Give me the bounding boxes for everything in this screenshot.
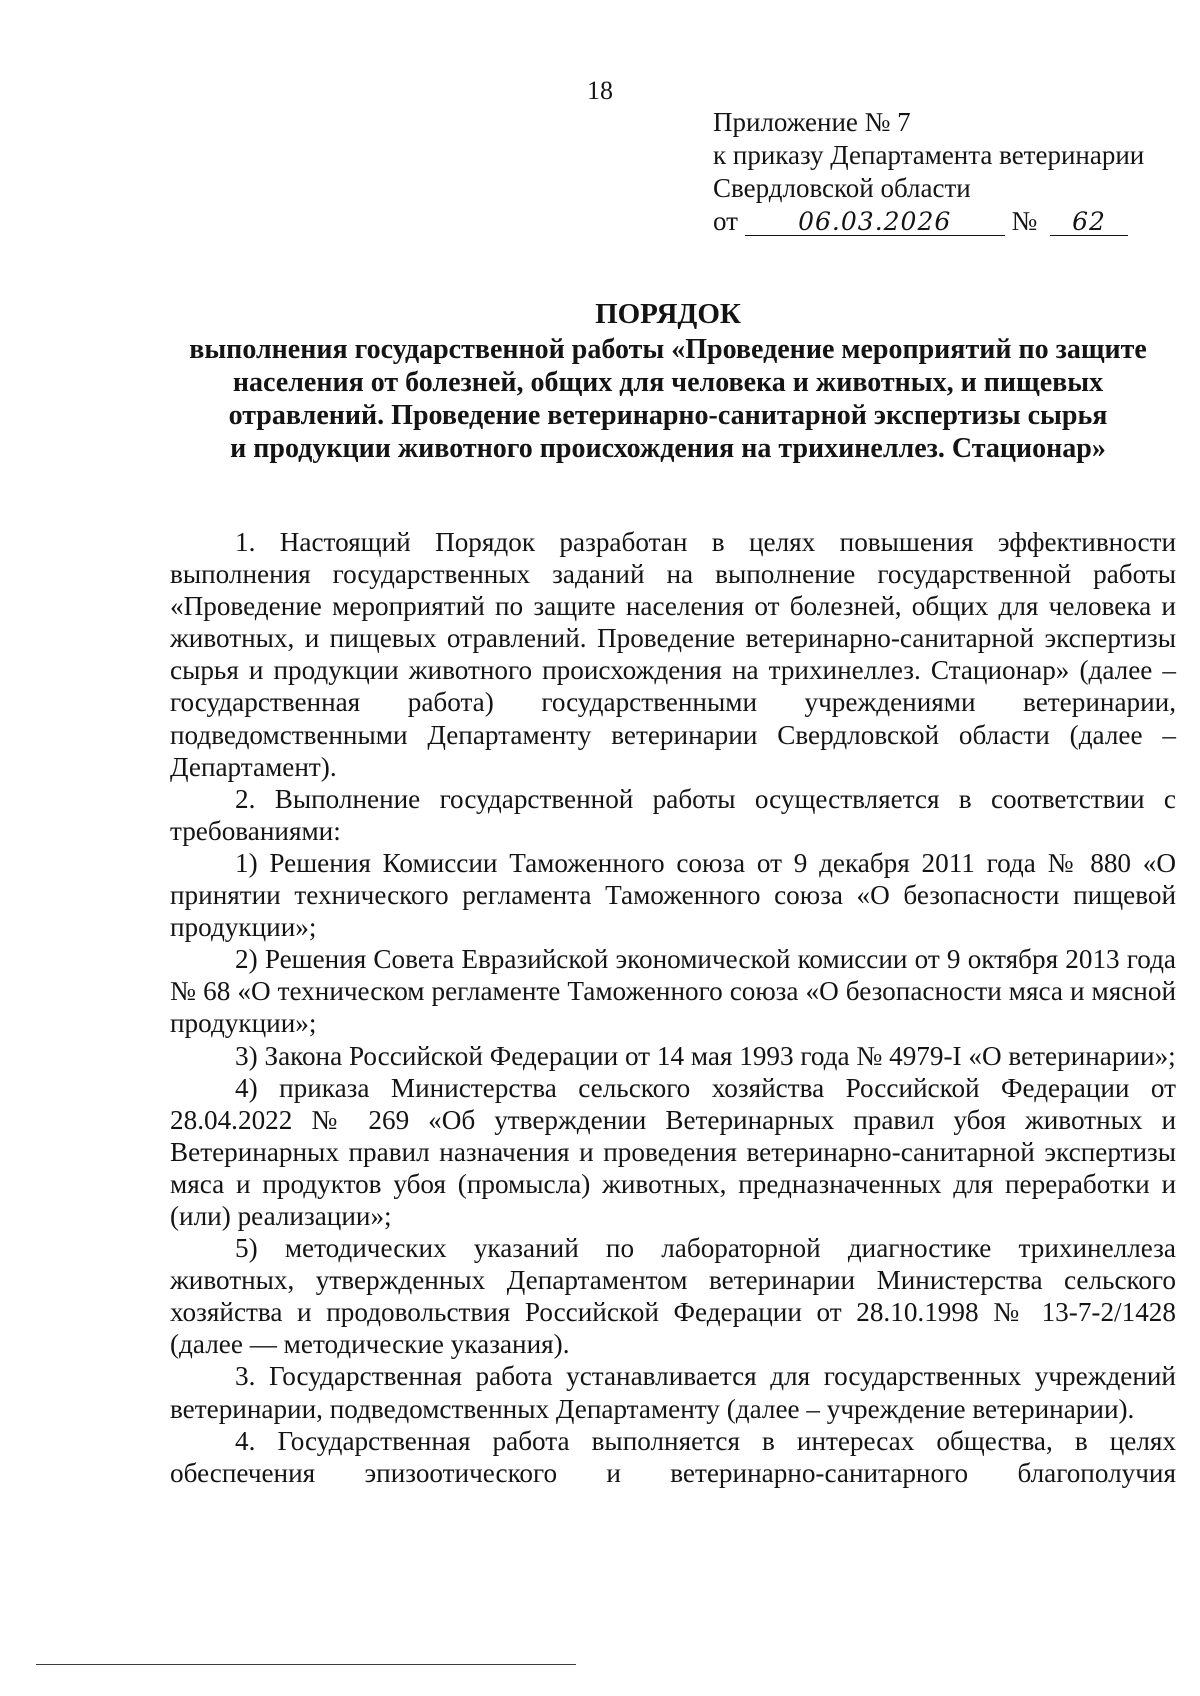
title-line: отравлений. Проведение ветеринарно-санитарной экспертизы сырья <box>228 400 1108 431</box>
paragraph-2-item-1: 1) Решения Комиссии Таможенного союза от 9 декабря 2011 года № 880 «О принятии технического регламента Таможенного союза «О безопасности пищевой продукции»; <box>170 847 1176 943</box>
paragraph-1: 1. Настоящий Порядок разработан в целях повышения эффективности выполнения государственных заданий на выполнение государственной работы «Проведение мероприятий по защите населения от болезней, общих для человека и животных, и пищевых отравлений. Проведение ветеринарно-санитарной экспертизы сырья и продукции животного происхождения на трихинеллез. Стационар» (далее – государственная работа) государственными учреждениями ветеринарии, подведомственными Департаменту ветеринарии Свердловской области (далее – Департамент). <box>170 527 1176 782</box>
number-label: № <box>1011 206 1038 236</box>
handwritten-date: 06.03.2026 <box>745 209 1005 236</box>
title-main: ПОРЯДОК <box>595 298 741 330</box>
paragraph-2-item-5: 5) методических указаний по лабораторной диагностике трихинеллеза животных, утвержденных Департаментом ветеринарии Министерства сельского хозяйства и продовольствия Российской Федерации от 28.10.1998 № 13-7-2/1428 (далее — методические указания). <box>170 1233 1176 1360</box>
title-line: выполнения государственной работы «Проведение мероприятий по защите <box>189 334 1147 365</box>
appendix-header <box>713 106 1183 238</box>
footer-divider <box>36 1664 576 1665</box>
appendix-region: Свердловской области <box>713 173 971 203</box>
paragraph-2-item-4: 4) приказа Министерства сельского хозяйства Российской Федерации от 28.04.2022 № 269 «Об утверждении Ветеринарных правил убоя животных и Ветеринарных правил назначения и проведения ветеринарно-санитарной экспертизы мяса и продуктов убоя (промысла) животных, предназначенных для переработки и (или) реализации»; <box>170 1072 1176 1231</box>
handwritten-number: 62 <box>1050 209 1128 236</box>
paragraph-2: 2. Выполнение государственной работы осуществляется в соответствии с требованиями: <box>170 783 1176 846</box>
page-number: 18 <box>587 76 613 105</box>
title-line: населения от болезней, общих для человека и животных, и пищевых <box>232 367 1104 398</box>
from-label: от <box>713 206 738 236</box>
title-line: и продукции животного происхождения на трихинеллез. Стационар» <box>230 433 1106 464</box>
paragraph-3: 3. Государственная работа устанавливается для государственных учреждений ветеринарии, подведомственных Департаменту (далее – учреждение ветеринарии). <box>170 1361 1176 1424</box>
paragraph-2-item-2: 2) Решения Совета Евразийской экономической комиссии от 9 октября 2013 года № 68 «О техническом регламенте Таможенного союза «О безопасности мяса и мясной продукции»; <box>170 944 1176 1039</box>
appendix-date-number <box>713 205 1183 238</box>
appendix-order-ref: к приказу Департамента ветеринарии <box>713 140 1145 170</box>
document-body <box>170 526 1176 1489</box>
paragraph-4: 4. Государственная работа выполняется в интересах общества, в целях обеспечения эпизоотического и ветеринарно-санитарного благополучия <box>170 1425 1176 1488</box>
document-title <box>150 298 1186 465</box>
paragraph-2-item-3: 3) Закона Российской Федерации от 14 мая 1993 года № 4979-I «О ветеринарии»; <box>235 1040 1176 1071</box>
appendix-title: Приложение № 7 <box>713 107 911 137</box>
